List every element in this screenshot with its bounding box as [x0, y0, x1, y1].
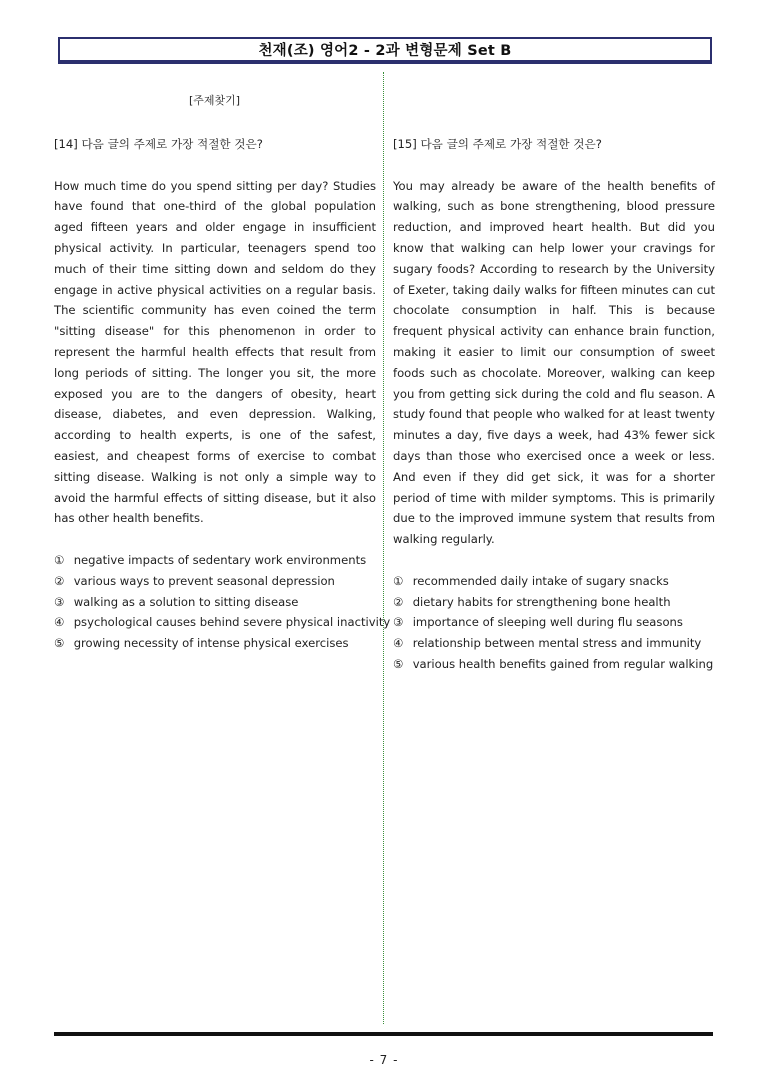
choice-text: negative impacts of sedentary work environments: [73, 552, 367, 567]
answer-choices: [393, 571, 715, 675]
page-number: - 7 -: [369, 1053, 399, 1067]
answer-choice[interactable]: [393, 571, 715, 592]
choice-number: ⑤: [393, 656, 404, 671]
question-prompt: [14] 다음 글의 주제로 가장 적절한 것은?: [54, 137, 263, 151]
choice-number: ②: [54, 573, 65, 588]
answer-choice[interactable]: [54, 633, 376, 654]
section-tag: [주제찾기]: [189, 94, 241, 107]
answer-choice[interactable]: [393, 633, 715, 654]
choice-text: various ways to prevent seasonal depression: [73, 573, 335, 588]
choice-text: relationship between mental stress and immunity: [412, 636, 702, 651]
footer-rule: [54, 1032, 713, 1036]
choice-number: ④: [393, 636, 404, 651]
answer-choice[interactable]: [393, 592, 715, 613]
question-passage: You may already be aware of the health benefits of walking, such as bone strengthening, blood pressure reduction, and improved heart health. But did you know that walking can help lower your cravings for sugary foods? According to research by the University of Exeter, taking daily walks for fifteen minutes can cut chocolate consumption in half. This is because frequent physical activity can enhance brain function, making it easier to limit our consumption of sweet foods such as chocolate. Moreover, walking can keep you from getting sick during the cold and flu season. A study found that people who walked for at least twenty minutes a day, five days a week, had 43% fewer sick days than those who exercised once a week or less. And even if they did get sick, it was for a shorter period of time with milder symptoms. This is primarily due to the improved immune system that results from walking regularly.: [393, 178, 715, 547]
choice-number: ①: [54, 552, 65, 567]
column-divider: [383, 72, 384, 1024]
choice-text: recommended daily intake of sugary snacks: [412, 573, 669, 588]
choice-number: ③: [393, 615, 404, 630]
question-14: [54, 134, 391, 654]
choice-number: ①: [393, 573, 404, 588]
answer-choice[interactable]: [54, 550, 376, 571]
choice-number: ⑤: [54, 636, 65, 651]
question-passage: How much time do you spend sitting per day? Studies have found that one-third of the global population aged fifteen years and older engage in insufficient physical activity. In particular, teenagers spend too much of their time sitting down and seldom do they engage in active physical activities on a regular basis. The scientific community has even coined the term "sitting disease" for this phenomenon in order to represent the harmful health effects that result from long periods of sitting. The longer you sit, the more exposed you are to the dangers of obesity, heart disease, diabetes, and even depression. Walking, according to health experts, is one of the safest, easiest, and cheapest forms of exercise to combat sitting disease. Walking is not only a simple way to avoid the harmful effects of sitting disease, but it also has other health benefits.: [54, 178, 376, 526]
choice-text: growing necessity of intense physical exercises: [73, 636, 349, 651]
answer-choice[interactable]: [393, 654, 715, 675]
choice-number: ④: [54, 615, 65, 630]
choice-text: importance of sleeping well during flu seasons: [412, 615, 683, 630]
choice-text: dietary habits for strengthening bone health: [412, 594, 671, 609]
choice-number: ③: [54, 594, 65, 609]
choice-number: ②: [393, 594, 404, 609]
choice-text: walking as a solution to sitting disease: [73, 594, 299, 609]
choice-text: various health benefits gained from regular walking: [412, 656, 714, 671]
answer-choice[interactable]: [54, 571, 376, 592]
answer-choice[interactable]: [54, 612, 391, 633]
question-15: [393, 134, 715, 675]
page-header: [58, 37, 712, 64]
answer-choice[interactable]: [393, 612, 715, 633]
question-prompt: [15] 다음 글의 주제로 가장 적절한 것은?: [393, 137, 602, 151]
choice-text: psychological causes behind severe physical inactivity: [73, 615, 391, 630]
answer-choices: [54, 550, 391, 654]
answer-choice[interactable]: [54, 592, 376, 613]
header-title: 천재(조) 영어2 - 2과 변형문제 Set B: [258, 43, 512, 59]
